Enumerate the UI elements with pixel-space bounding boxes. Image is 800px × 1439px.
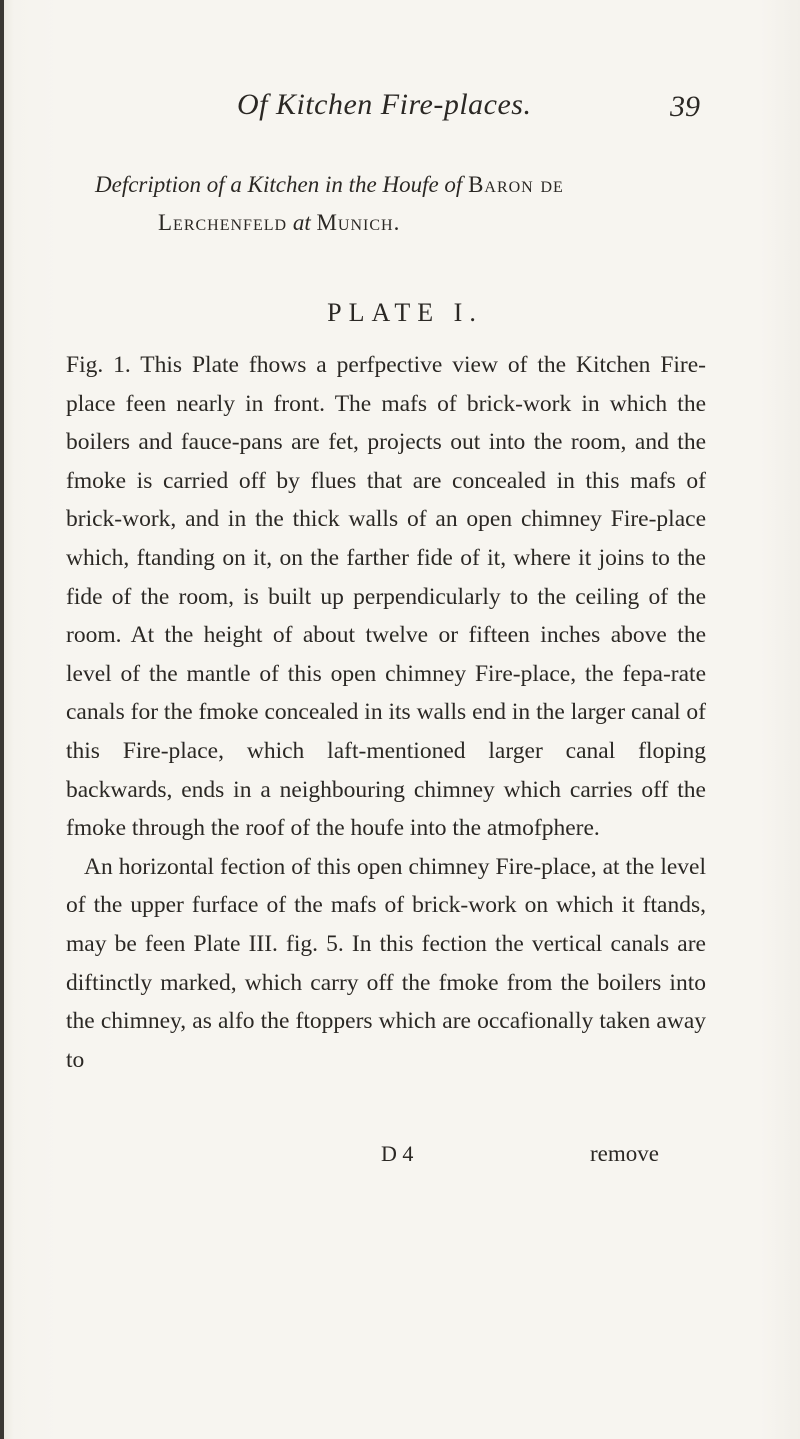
binding-edge: [0, 0, 4, 1439]
running-title: Of Kitchen Fire-places.: [237, 88, 532, 121]
description-line-2: [95, 204, 705, 242]
signature-mark: D 4: [381, 1141, 414, 1166]
description-heading: [95, 166, 705, 242]
description-line-1: [95, 166, 705, 204]
catchword: remove: [590, 1141, 659, 1166]
description-at: at: [287, 210, 317, 235]
page-number: 39: [670, 90, 700, 123]
catchline: [0, 1141, 800, 1175]
description-place: Munich.: [316, 210, 401, 235]
plate-heading: PLATE I.: [327, 298, 483, 327]
description-prefix: Defcription of a Kitchen in the Houfe of: [95, 172, 469, 197]
description-name-part2: Lerchenfeld: [158, 210, 288, 235]
paragraph-2: An horizontal fection of this open chimney Fire-place, at the level of the upper furface of the mafs of brick-work on which it ftands, may be feen Plate III. fig. 5. In this fection the vertical canals are diftinctly marked, which carry off the fmoke from the boilers into the chimney, as alfo the ftoppers which are occafionally taken away to: [66, 853, 706, 1073]
description-name-part1: Baron de: [468, 172, 564, 197]
body-text: [66, 346, 706, 1079]
running-head: [0, 88, 800, 128]
paragraph-1: Fig. 1. This Plate fhows a perfpective view of the Kitchen Fire-place feen nearly in front. The mafs of brick-work in which the boilers and fauce-pans are fet, projects out into the room, and the fmoke is carried off by flues that are concealed in this mafs of brick-work, and in the thick walls of an open chimney Fire-place which, ftanding on it, on the farther fide of it, where it joins to the fide of the room, is built up perpendicularly to the ceiling of the room. At the height of about twelve or fifteen inches above the level of the mantle of this open chimney Fire-place, the fepa-rate canals for the fmoke concealed in its walls end in the larger canal of this Fire-place, which laft-mentioned larger canal floping backwards, ends in a neighbouring chimney which carries off the fmoke through the roof of the houfe into the atmofphere.: [66, 352, 706, 842]
